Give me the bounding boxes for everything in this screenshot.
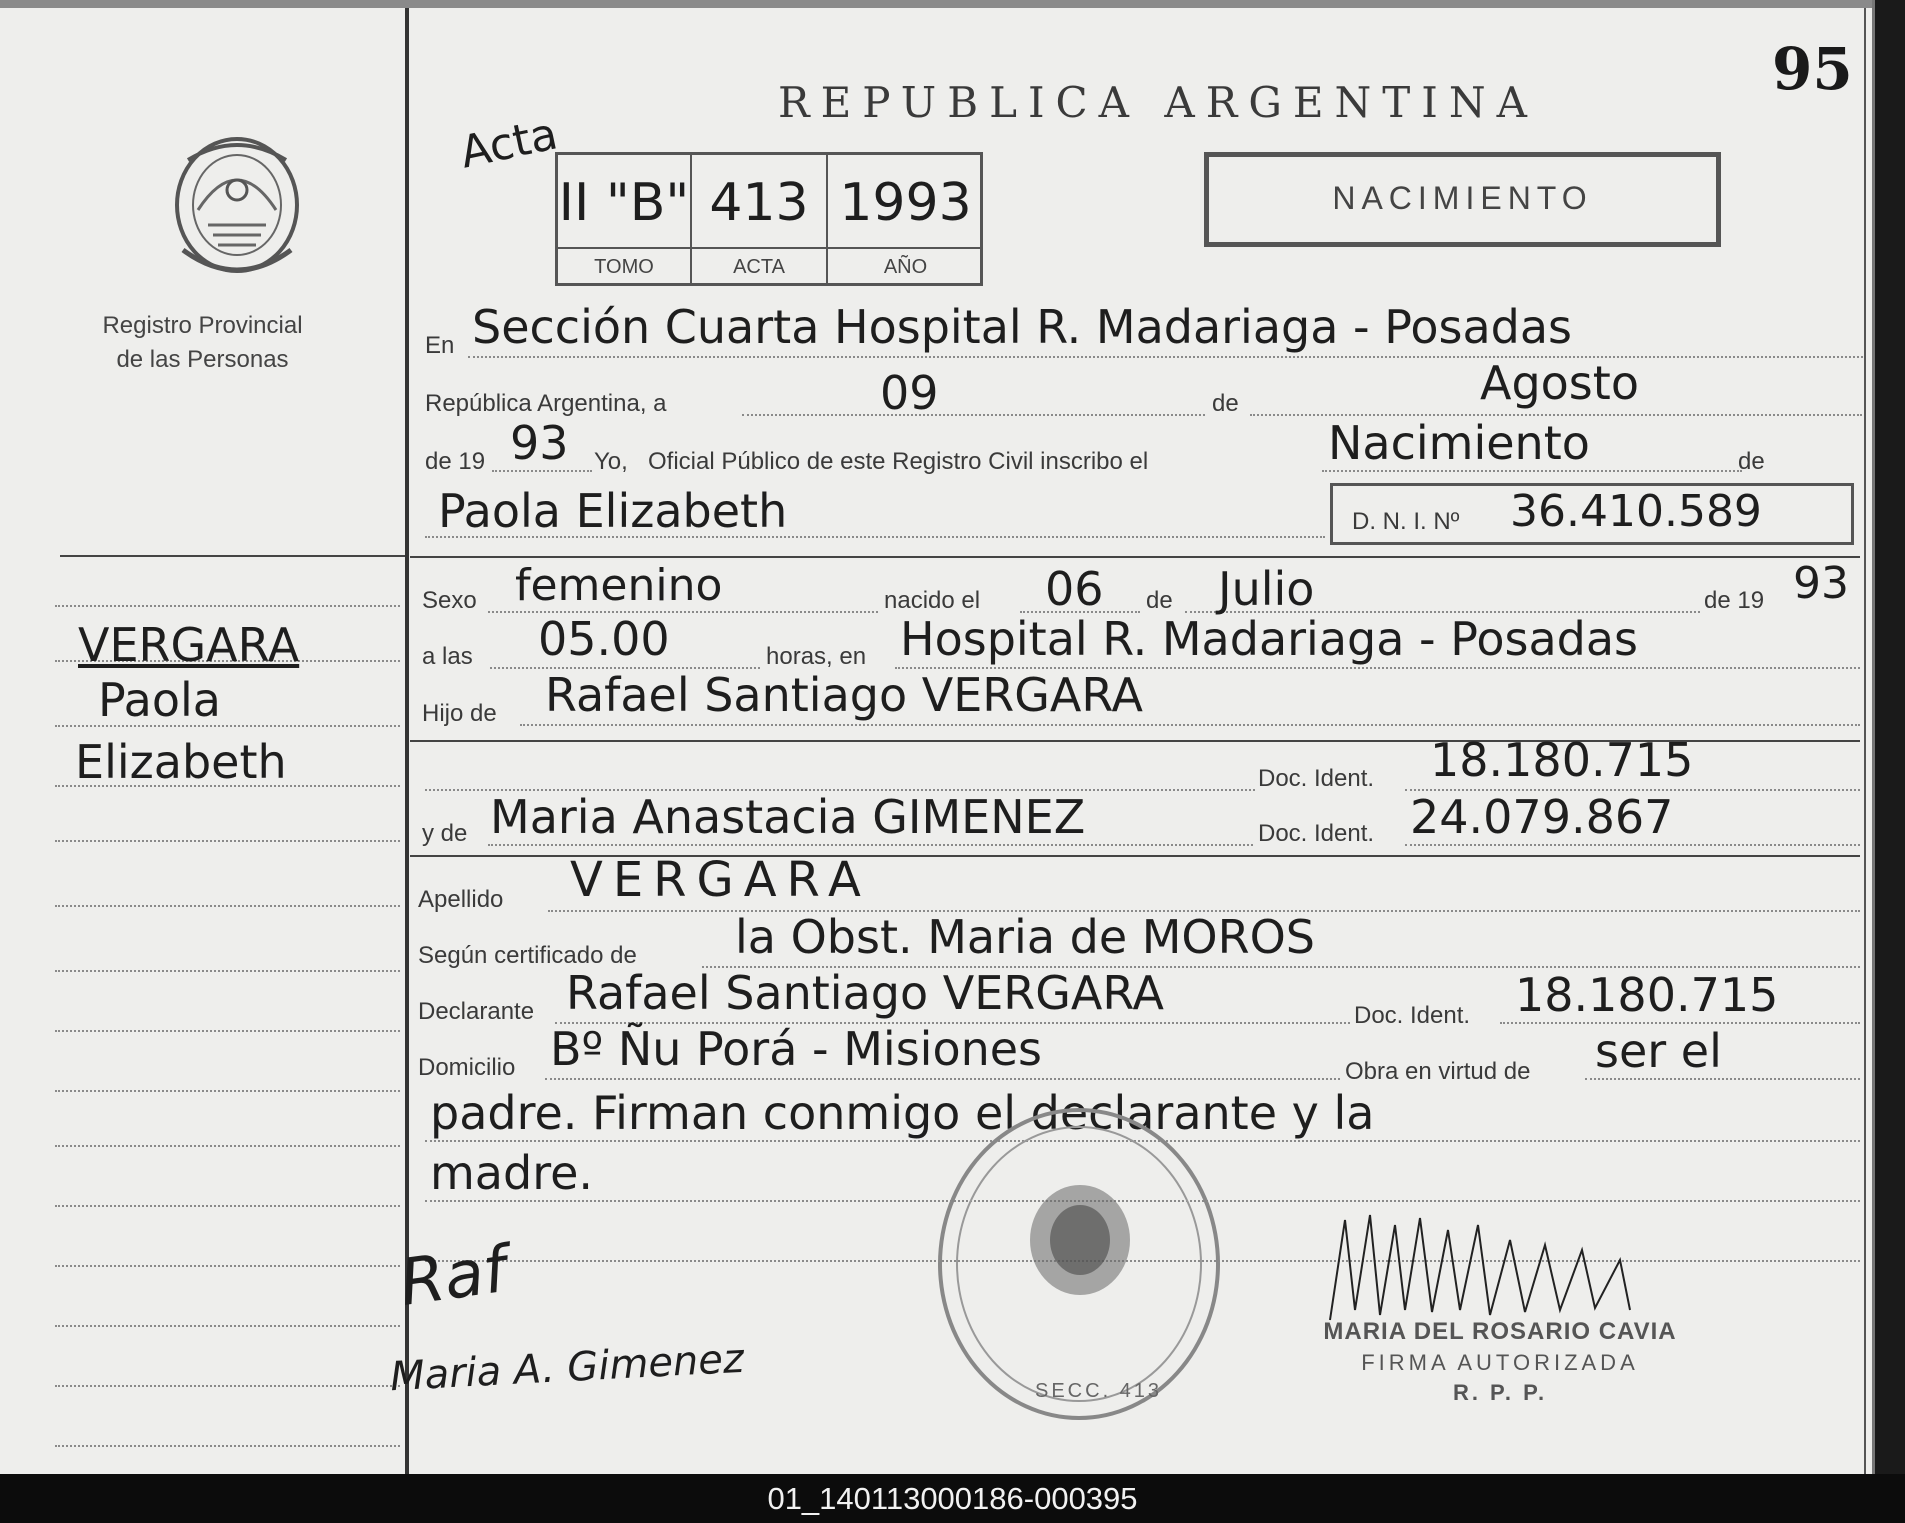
declarante-doc-label: Doc. Ident. bbox=[1354, 1002, 1471, 1029]
acta-cell bbox=[692, 155, 828, 283]
margin-dotted-line bbox=[55, 1205, 400, 1207]
margin-given-name-1: Paola bbox=[98, 673, 221, 727]
birth-hour: 05.00 bbox=[538, 612, 670, 666]
tomo-acta-anio-box bbox=[555, 152, 983, 286]
obra-label: Obra en virtud de bbox=[1345, 1058, 1531, 1085]
seal-text: SECC. 413 bbox=[1035, 1380, 1163, 1402]
registration-month: Agosto bbox=[1480, 356, 1639, 410]
declarante: Rafael Santiago VERGARA bbox=[566, 966, 1164, 1020]
father-doc-label: Doc. Ident. bbox=[1258, 765, 1375, 792]
obra-text-line3: madre. bbox=[430, 1146, 594, 1200]
en-line bbox=[468, 356, 1863, 358]
section-rule bbox=[410, 556, 1860, 558]
sexo: femenino bbox=[515, 560, 723, 611]
declarante-label: Declarante bbox=[418, 998, 535, 1025]
dni-number: 36.410.589 bbox=[1510, 486, 1762, 537]
mother-signature: Maria A. Gimenez bbox=[389, 1335, 745, 1401]
event-line bbox=[1322, 470, 1742, 472]
acta-annotation: Acta bbox=[455, 108, 562, 179]
dni-label: D. N. I. Nº bbox=[1352, 508, 1460, 535]
obra-line bbox=[1585, 1078, 1860, 1080]
top-edge bbox=[0, 0, 1872, 8]
margin-dotted-line bbox=[55, 1325, 400, 1327]
anio-value: 1993 bbox=[839, 173, 972, 233]
obra: ser el bbox=[1595, 1024, 1722, 1078]
apellido: VERGARA bbox=[570, 852, 871, 908]
document-type: NACIMIENTO bbox=[1332, 180, 1593, 216]
margin-dotted-line bbox=[55, 905, 400, 907]
mother-name: Maria Anastacia GIMENEZ bbox=[490, 790, 1086, 844]
acta-value: 413 bbox=[709, 173, 809, 233]
declarant-signature: Raf bbox=[395, 1232, 511, 1322]
en-label: En bbox=[425, 332, 455, 359]
alas-label: a las bbox=[422, 643, 473, 670]
document-type-box bbox=[1204, 152, 1721, 247]
de19-label: de 19 bbox=[425, 448, 486, 475]
birth-year: 93 bbox=[1793, 558, 1849, 609]
domicilio-label: Domicilio bbox=[418, 1054, 516, 1081]
father-line bbox=[520, 724, 1860, 726]
margin-rule bbox=[60, 555, 405, 557]
margin-dotted-line bbox=[55, 1030, 400, 1032]
father-name: Rafael Santiago VERGARA bbox=[545, 668, 1143, 722]
event: Nacimiento bbox=[1328, 416, 1590, 470]
sexo-label: Sexo bbox=[422, 587, 477, 614]
de-end-label: de bbox=[1738, 448, 1765, 475]
authorized-signature-icon bbox=[1320, 1200, 1660, 1330]
tomo-cell bbox=[558, 155, 692, 283]
republica-label: República Argentina, a bbox=[425, 390, 667, 417]
page-number: 95 bbox=[1772, 35, 1853, 103]
certificado: la Obst. Maria de MOROS bbox=[735, 910, 1316, 964]
margin-dotted-line bbox=[55, 605, 400, 607]
tomo-label: TOMO bbox=[594, 256, 654, 278]
mother-line bbox=[488, 844, 1253, 846]
hijo-label: Hijo de bbox=[422, 700, 497, 727]
margin-dotted-line bbox=[55, 840, 400, 842]
seal-emblem-icon bbox=[1025, 1180, 1135, 1300]
oficial-label: Oficial Público de este Registro Civil inscribo el bbox=[648, 448, 1149, 475]
birth-month: Julio bbox=[1218, 562, 1315, 616]
margin-dotted-line bbox=[55, 1145, 400, 1147]
day-line bbox=[742, 414, 1205, 416]
de-label: de bbox=[1212, 390, 1239, 417]
margin-dotted-line bbox=[55, 1385, 400, 1387]
margin-dotted-line bbox=[55, 1090, 400, 1092]
birth-day: 06 bbox=[1045, 562, 1104, 616]
stamp-office: R. P. P. bbox=[1452, 1380, 1548, 1405]
stamp-title: FIRMA AUTORIZADA bbox=[1361, 1350, 1639, 1375]
father-doc: 18.180.715 bbox=[1430, 733, 1694, 787]
en-value: Sección Cuarta Hospital R. Madariaga - Posadas bbox=[472, 300, 1573, 354]
obra-text-line2: padre. Firman conmigo el declarante y la bbox=[430, 1086, 1375, 1140]
domicilio-line bbox=[545, 1078, 1340, 1080]
birth-place: Hospital R. Madariaga - Posadas bbox=[900, 612, 1638, 666]
registration-year: 93 bbox=[510, 416, 569, 470]
registry-name-line1: Registro Provincial bbox=[102, 312, 303, 339]
registry-name bbox=[0, 312, 405, 374]
acta-label: ACTA bbox=[733, 256, 785, 278]
mother-doc-label: Doc. Ident. bbox=[1258, 820, 1375, 847]
yde-label: y de bbox=[422, 820, 468, 847]
right-edge-rule bbox=[1864, 8, 1866, 1474]
margin-surname: VERGARA bbox=[78, 618, 300, 672]
tomo-value: II "B" bbox=[558, 173, 690, 233]
nacido-label: nacido el bbox=[884, 587, 981, 614]
misiones-emblem-icon bbox=[168, 130, 306, 285]
country-title: REPUBLICA ARGENTINA bbox=[778, 78, 1538, 127]
stamp-name: MARIA DEL ROSARIO CAVIA bbox=[1323, 1318, 1677, 1345]
margin-given-name-2: Elizabeth bbox=[75, 735, 287, 789]
margin-dotted-line bbox=[55, 1445, 400, 1447]
segun-label: Según certificado de bbox=[418, 942, 637, 969]
apellido-label: Apellido bbox=[418, 886, 504, 913]
margin-dotted-line bbox=[55, 1265, 400, 1267]
mother-doc: 24.079.867 bbox=[1410, 790, 1674, 844]
yo-label: Yo, bbox=[594, 448, 628, 475]
child-name: Paola Elizabeth bbox=[438, 484, 788, 538]
birth-de19-label: de 19 bbox=[1704, 587, 1765, 614]
image-id: 01_140113000186-000395 bbox=[767, 1481, 1138, 1516]
mother-doc-line bbox=[1405, 844, 1860, 846]
margin-dotted-line bbox=[55, 970, 400, 972]
registry-name-line2: de las Personas bbox=[116, 346, 289, 373]
registration-day: 09 bbox=[880, 366, 939, 420]
anio-label: AÑO bbox=[883, 256, 928, 278]
birth-de-label: de bbox=[1146, 587, 1173, 614]
anio-cell bbox=[828, 155, 983, 283]
declarante-doc: 18.180.715 bbox=[1515, 968, 1779, 1022]
image-id-footer bbox=[0, 1474, 1905, 1523]
year-line bbox=[492, 470, 592, 472]
horas-label: horas, en bbox=[766, 643, 867, 670]
domicilio: Bº Ñu Porá - Misiones bbox=[550, 1022, 1043, 1076]
